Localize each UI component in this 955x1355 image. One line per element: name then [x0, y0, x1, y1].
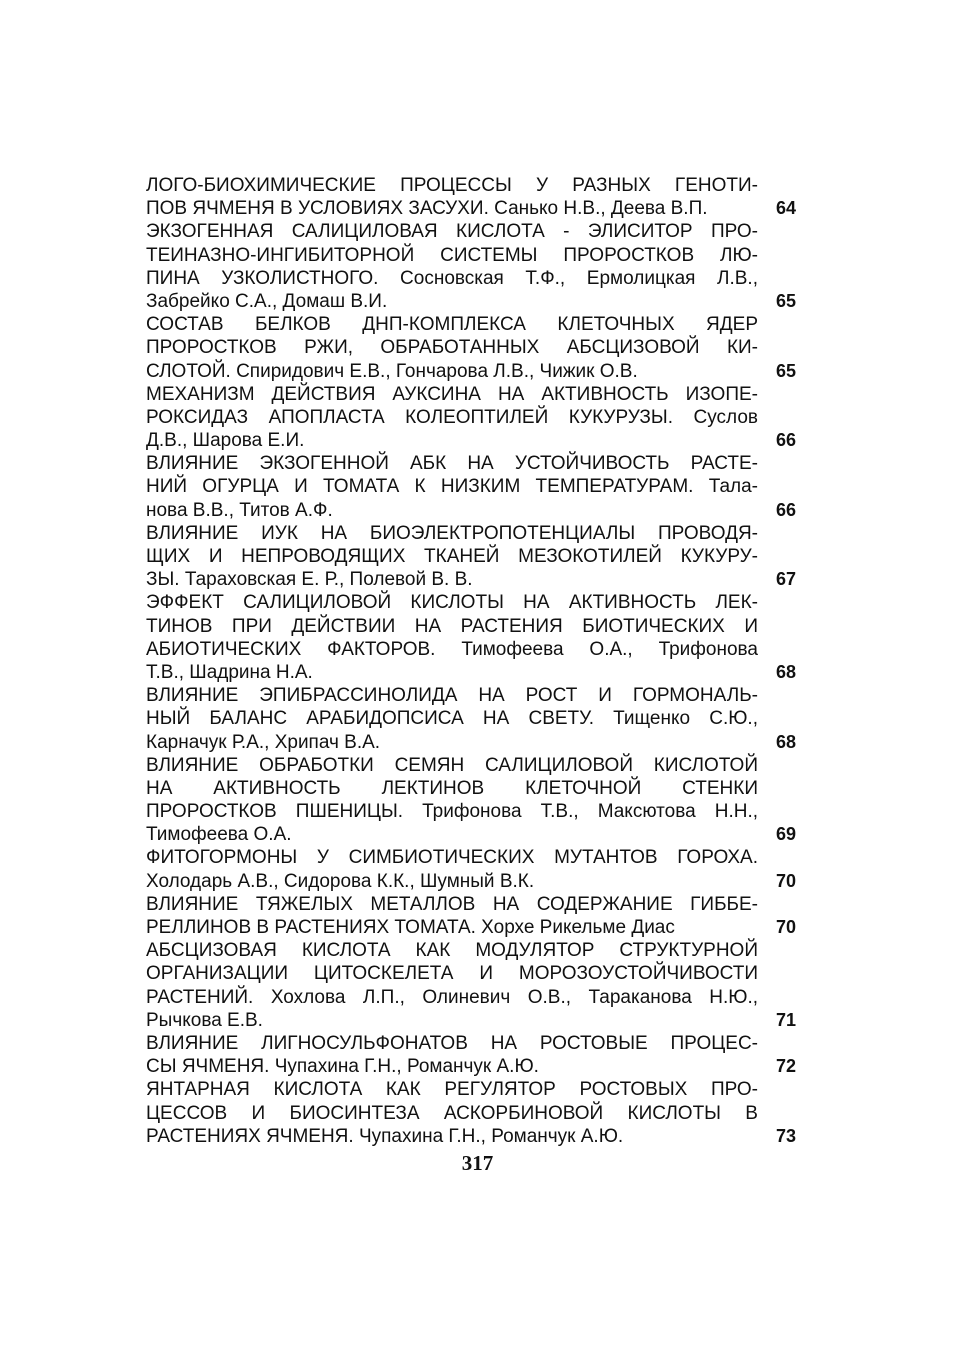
- page-number: 317: [461, 1151, 494, 1175]
- toc-entry-text: ВЛИЯНИЕ ЛИГНОСУЛЬФОНАТОВ НА РОСТОВЫЕ ПРОЦЕС-: [146, 1032, 758, 1054]
- toc-entry-line: [146, 916, 796, 939]
- toc-entry: [146, 383, 796, 453]
- toc-entry: [146, 522, 796, 592]
- toc-entry-line: [146, 197, 796, 220]
- toc-entry-page: 65: [775, 290, 796, 311]
- toc-entry-line: [146, 406, 796, 429]
- toc-entry-text: ЭКЗОГЕННАЯ САЛИЦИЛОВАЯ КИСЛОТА - ЭЛИСИТОР ПРО-: [146, 221, 758, 243]
- toc-entry-line: [146, 499, 796, 522]
- toc-entry-text: НИЙ ОГУРЦА И ТОМАТА К НИЗКИМ ТЕМПЕРАТУРАМ. Тала-: [146, 476, 758, 498]
- toc-entry-text: ЭФФЕКТ САЛИЦИЛОВОЙ КИСЛОТЫ НА АКТИВНОСТЬ ЛЕК-: [146, 592, 758, 614]
- toc-entry-line: [146, 360, 796, 383]
- toc-entry-text: ЛОГО-БИОХИМИЧЕСКИЕ ПРОЦЕССЫ У РАЗНЫХ ГЕНОТИ-: [146, 175, 758, 196]
- toc-entry-text: ЯНТАРНАЯ КИСЛОТА КАК РЕГУЛЯТОР РОСТОВЫХ ПРО-: [146, 1079, 758, 1101]
- toc-entry-text: Рычкова Е.В.: [146, 1009, 263, 1031]
- toc-entry-line: [146, 1078, 796, 1101]
- toc-entry: [146, 1078, 796, 1148]
- toc-entry-text: Т.В., Шадрина Н.А.: [146, 661, 313, 683]
- toc-entry-text: СОСТАВ БЕЛКОВ ДНП-КОМПЛЕКСА КЛЕТОЧНЫХ ЯДЕР: [146, 314, 758, 336]
- toc-entry-line: [146, 1055, 796, 1078]
- toc-entry-page: 70: [775, 917, 796, 937]
- toc-entry-line: [146, 800, 796, 823]
- toc-entry: [146, 1032, 796, 1078]
- toc-entry-text: МЕХАНИЗМ ДЕЙСТВИЯ АУКСИНА НА АКТИВНОСТЬ ИЗОПЕ-: [146, 383, 758, 405]
- toc-entry-text: СЛОТОЙ. Спиридович Е.В., Гончарова Л.В., Чижик О.В.: [146, 360, 638, 382]
- toc-entry-line: [146, 174, 796, 197]
- toc-entry-line: [146, 522, 796, 545]
- toc-entry-line: [146, 638, 796, 661]
- toc-entry-line: [146, 962, 796, 985]
- toc-entry-text: ЗЫ. Тараховская Е. Р., Полевой В. В.: [146, 569, 473, 591]
- toc-entry-line: [146, 452, 796, 475]
- toc-entry-line: [146, 754, 796, 777]
- table-of-contents: [146, 174, 796, 1148]
- toc-entry-line: [146, 1009, 796, 1032]
- toc-entry: [146, 754, 796, 847]
- toc-entry-text: НЫЙ БАЛАНС АРАБИДОПСИСА НА СВЕТУ. Тищенко С.Ю.,: [146, 708, 758, 730]
- toc-entry-text: ВЛИЯНИЕ ТЯЖЕЛЫХ МЕТАЛЛОВ НА СОДЕРЖАНИЕ ГИББЕ-: [146, 893, 758, 915]
- toc-entry: [146, 452, 796, 522]
- toc-entry: [146, 220, 796, 313]
- toc-entry-text: Карначук Р.А., Хрипач В.А.: [146, 731, 381, 753]
- toc-entry-text: ЩИХ И НЕПРОВОДЯЩИХ ТКАНЕЙ МЕЗОКОТИЛЕЙ КУКУРУ-: [146, 546, 758, 567]
- toc-entry-line: [146, 707, 796, 730]
- toc-entry-text: РАСТЕНИЙ. Хохлова Л.П., Олиневич О.В., Тараканова Н.Ю.,: [146, 986, 758, 1008]
- toc-entry-text: ТИНОВ ПРИ ДЕЙСТВИИ НА РАСТЕНИЯ БИОТИЧЕСКИХ И: [146, 615, 758, 637]
- toc-entry-line: [146, 893, 796, 916]
- toc-entry-line: [146, 545, 796, 568]
- toc-entry-text: Забрейко С.А., Домаш В.И.: [146, 290, 388, 312]
- toc-entry-text: РЕЛЛИНОВ В РАСТЕНИЯХ ТОМАТА. Хорхе Рикельме Диас: [146, 917, 675, 938]
- toc-entry: [146, 893, 796, 939]
- toc-entry-page: 68: [775, 661, 796, 682]
- toc-entry: [146, 174, 796, 220]
- toc-entry-line: [146, 661, 796, 684]
- toc-entry-text: АБСЦИЗОВАЯ КИСЛОТА КАК МОДУЛЯТОР СТРУКТУРНОЙ: [146, 940, 758, 962]
- toc-entry-line: [146, 986, 796, 1009]
- toc-entry: [146, 591, 796, 684]
- toc-entry-line: [146, 429, 796, 452]
- toc-entry-page: 66: [775, 430, 796, 451]
- toc-entry-page: 67: [775, 569, 796, 590]
- toc-entry-line: [146, 684, 796, 707]
- toc-entry-line: [146, 1102, 796, 1125]
- toc-entry-line: [146, 336, 796, 359]
- toc-entry: [146, 684, 796, 754]
- toc-entry-line: [146, 1125, 796, 1148]
- toc-entry-line: [146, 475, 796, 498]
- toc-entry-text: нова В.В., Титов А.Ф.: [146, 499, 333, 521]
- toc-entry-page: 66: [775, 499, 796, 520]
- toc-entry-text: ВЛИЯНИЕ ИУК НА БИОЭЛЕКТРОПОТЕНЦИАЛЫ ПРОВОДЯ-: [146, 522, 758, 544]
- toc-entry-page: 73: [775, 1125, 796, 1146]
- toc-entry-text: ВЛИЯНИЕ ОБРАБОТКИ СЕМЯН САЛИЦИЛОВОЙ КИСЛОТОЙ: [146, 754, 758, 776]
- toc-entry-line: [146, 267, 796, 290]
- toc-entry-page: 71: [775, 1009, 796, 1030]
- toc-entry-line: [146, 568, 796, 591]
- toc-entry-page: 72: [775, 1056, 796, 1077]
- toc-entry-page: 68: [775, 731, 796, 752]
- toc-entry-text: ФИТОГОРМОНЫ У СИМБИОТИЧЕСКИХ МУТАНТОВ ГОРОХА.: [146, 847, 758, 869]
- toc-entry-text: Д.В., Шарова Е.И.: [146, 430, 305, 452]
- toc-entry-line: [146, 823, 796, 846]
- toc-entry-line: [146, 244, 796, 267]
- toc-entry-text: Холодарь А.В., Сидорова К.К., Шумный В.К.: [146, 870, 535, 892]
- toc-entry-text: НА АКТИВНОСТЬ ЛЕКТИНОВ КЛЕТОЧНОЙ СТЕНКИ: [146, 777, 758, 799]
- toc-entry-line: [146, 870, 796, 893]
- toc-entry-text: ЦЕССОВ И БИОСИНТЕЗА АСКОРБИНОВОЙ КИСЛОТЫ В: [146, 1102, 758, 1124]
- toc-entry: [146, 939, 796, 1032]
- toc-entry-line: [146, 1032, 796, 1055]
- toc-entry-line: [146, 731, 796, 754]
- toc-entry-line: [146, 383, 796, 406]
- toc-entry-page: 69: [775, 824, 796, 845]
- toc-entry: [146, 313, 796, 383]
- toc-entry-text: ОРГАНИЗАЦИИ ЦИТОСКЕЛЕТА И МОРОЗОУСТОЙЧИВОСТИ: [146, 963, 758, 985]
- toc-entry-text: ТЕИНАЗНО-ИНГИБИТОРНОЙ СИСТЕМЫ ПРОРОСТКОВ ЛЮ-: [146, 244, 758, 266]
- toc-entry-text: СЫ ЯЧМЕНЯ. Чупахина Г.Н., Романчук А.Ю.: [146, 1056, 539, 1078]
- toc-entry: [146, 846, 796, 892]
- toc-entry-line: [146, 939, 796, 962]
- toc-entry-text: РАСТЕНИЯХ ЯЧМЕНЯ. Чупахина Г.Н., Романчук А.Ю.: [146, 1125, 624, 1147]
- toc-entry-text: ПИНА УЗКОЛИСТНОГО. Сосновская Т.Ф., Ермолицкая Л.В.,: [146, 267, 758, 289]
- toc-entry-page: 65: [775, 360, 796, 381]
- toc-entry-line: [146, 777, 796, 800]
- toc-entry-page: 70: [775, 870, 796, 891]
- toc-entry-text: ВЛИЯНИЕ ЭКЗОГЕННОЙ АБК НА УСТОЙЧИВОСТЬ РАСТЕ-: [146, 453, 758, 475]
- toc-entry-line: [146, 220, 796, 243]
- toc-entry-text: ВЛИЯНИЕ ЭПИБРАССИНОЛИДА НА РОСТ И ГОРМОНАЛЬ-: [146, 685, 758, 707]
- toc-entry-text: РОКСИДАЗ АПОПЛАСТА КОЛЕОПТИЛЕЙ КУКУРУЗЫ. Суслов: [146, 406, 758, 428]
- toc-entry-text: ПРОРОСТКОВ ПШЕНИЦЫ. Трифонова Т.В., Максютова Н.Н.,: [146, 801, 758, 823]
- toc-entry-line: [146, 313, 796, 336]
- toc-entry-line: [146, 591, 796, 614]
- toc-entry-text: Тимофеева О.А.: [146, 824, 292, 846]
- toc-entry-line: [146, 290, 796, 313]
- toc-entry-text: ПРОРОСТКОВ РЖИ, ОБРАБОТАННЫХ АБСЦИЗОВОЙ КИ-: [146, 337, 758, 359]
- toc-entry-line: [146, 846, 796, 869]
- toc-entry-text: АБИОТИЧЕСКИХ ФАКТОРОВ. Тимофеева О.А., Трифонова: [146, 638, 758, 660]
- toc-entry-line: [146, 615, 796, 638]
- toc-entry-page: 64: [775, 198, 796, 219]
- toc-entry-text: ПОВ ЯЧМЕНЯ В УСЛОВИЯХ ЗАСУХИ. Санько Н.В., Деева В.П.: [146, 198, 708, 220]
